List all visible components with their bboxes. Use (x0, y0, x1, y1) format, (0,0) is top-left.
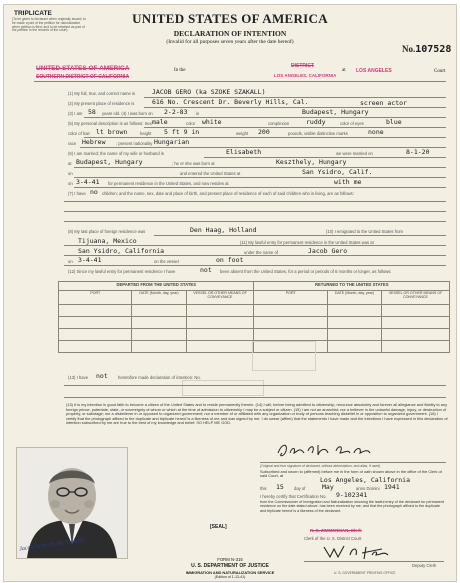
subscribed-day-value: 15 (276, 483, 284, 491)
spouse-residence-value: with me (334, 178, 362, 186)
at-label: at (342, 68, 346, 73)
subscribed-city-value: Los Angeles, California (320, 476, 411, 484)
declarant-signature-text: Jacob Gero (274, 460, 279, 461)
for-permanent-label: on (68, 181, 73, 186)
form-number: FORM N-315 (217, 557, 243, 562)
last-residence-value: Den Haag, Holland (190, 226, 257, 234)
departed-header: DEPARTED FROM THE UNITED STATES (59, 282, 254, 291)
birthplace-value: Budapest, Hungary (302, 108, 369, 116)
hair-label: color of hair (68, 131, 90, 136)
deputy-clerk-label: Deputy Clerk (412, 563, 437, 568)
faint-stamp-2 (182, 380, 264, 396)
declarant-signature-graphic (274, 439, 394, 461)
under-name-label: under the name of (244, 250, 278, 255)
declarant-photo (16, 447, 128, 559)
absence-text: been absent from the United States, for a period or periods of 6 months or longer, as follows: (220, 269, 392, 274)
eyes-label: color of eyes (340, 121, 364, 126)
color-value: white (202, 118, 222, 126)
faint-stamp-1 (252, 341, 316, 371)
department-name: U. S. DEPARTMENT OF JUSTICE (191, 563, 269, 569)
spouse-value: Elisabeth (226, 148, 262, 156)
vessel-label: on the vessel (154, 259, 179, 264)
cert-no-value: 9-102341 (336, 491, 368, 499)
subscribed-year-value: 1941 (384, 483, 400, 491)
clerk-signature-text: W. Farris (322, 560, 326, 561)
document-country-heading: UNITED STATES OF AMERICA (132, 11, 328, 26)
triplicate-note: (To be given to declarant when originally issued; to be made a part of the petition for naturalization when petition is filed; and to be retained as part of the petition in the records of the court) (12, 17, 86, 33)
photo-signature: Jacob Gero (Szöke Szakall) (18, 537, 86, 553)
clerk-struck-title: R. S. ZIMMERMAN, Clerk (310, 528, 362, 533)
triplicate-label: TRIPLICATE (14, 10, 52, 17)
hair-value: lt brown (96, 128, 128, 136)
field-1-label: (1) My full, true, and correct name is (68, 91, 136, 96)
field-7-label: (7) I have (68, 191, 86, 196)
on-label: on (68, 171, 73, 176)
permanent-residence-label: for permanent residence in the United States, and now resides at (108, 181, 229, 186)
court-location-stamp: LOS ANGELES, CALIFORNIA (274, 73, 337, 78)
race-label: race (68, 141, 77, 146)
occupation-value: screen actor (360, 99, 407, 107)
court-word: Court (434, 69, 446, 74)
col-date-departed: DATE (Month, day, year) (132, 291, 186, 305)
field-8-label: (8) My last place of foreign residence was (68, 229, 146, 234)
seal-label: [SEAL] (210, 524, 227, 530)
day-of-label: day of (294, 486, 306, 491)
on-arrival-label: on (68, 259, 73, 264)
edition-label: (Edition of 1-13-41) (214, 575, 246, 579)
children-text: children; and the name, sex, date and place of birth, and present place of residence of each of said children who is living, are as follows: (102, 191, 354, 196)
marks-label: pounds, visible distinctive marks (288, 131, 348, 136)
spouse-entry-value: San Ysidro, Calif. (302, 168, 373, 176)
emigrated-label: (10) I emigrated to the United States from (326, 229, 404, 234)
birth-date-value: 2-2-83 (164, 108, 188, 116)
in-label: in (196, 111, 200, 116)
complexion-value: ruddy (306, 118, 326, 126)
declaration-document (3, 4, 457, 582)
service-name: IMMIGRATION AND NATURALIZATION SERVICE (185, 570, 275, 575)
court-name-stamp: DISTRICT (291, 63, 315, 69)
arrival-place-value: San Ysidro, California (78, 247, 165, 255)
name-value: JACOB GERO (ka SZOKE SZAKALL) (152, 88, 266, 96)
returned-header: RETURNED TO THE UNITED STATES (254, 282, 450, 291)
spouse-entry-date-value: 3-4-41 (76, 178, 100, 186)
oath-paragraph: (13) It is my intention in good faith to become a citizen of the United States and to reside permanently therein. (14) I will, before being admitted to citizenship, renounce absolutely and forever all allegiance and fidelity to any foreign prince, potentate, state, or sovereignty of whom or which at the time of admission to citizenship I may be a subject or citizen. (15) I am not an anarchist; nor a believer in the unlawful damage, injury, or destruction of property, or sabotage; nor a disbeliever in or opposed to organized government; nor a member of or affiliated with any organization or body of persons teaching disbelief in or opposition to organized government. (16) I certify that the photograph affixed to the duplicate and triplicate hereof is a likeness of me and was signed by me. I do swear (affirm) that the statements I have made and the intentions I have expressed in this declaration of intention subscribed by me are true to the best of my knowledge and belief: SO HELP ME GOD. (66, 402, 448, 426)
field-6-label: (6) I am married; the name of my wife or husband is (68, 151, 164, 156)
years-old-label: years old. (4) I was born on (102, 111, 153, 116)
court-district-stamp: SOUTHERN DISTRICT OF CALIFORNIA (36, 74, 130, 80)
certify-label: I hereby certify that Certification No. (260, 494, 327, 499)
in-the-label: In the (174, 68, 186, 73)
col-date-returned: DATE (Month, day, year) (327, 291, 381, 305)
arrival-vessel-value: on foot (216, 256, 244, 264)
height-value: 5 ft 9 in (164, 128, 200, 136)
spouse-birth-value: Keszthely, Hungary (276, 158, 347, 166)
residence-value: 616 No. Crescent Dr. Beverly Hills, Cal. (152, 98, 309, 106)
subscribed-intro: Subscribed and sworn to (affirmed) before me in the form of oath shown above in the office of the Clerk of said Court, at (260, 469, 442, 479)
marriage-date-value: 8-1-20 (406, 148, 430, 156)
subscribed-month-value: May (322, 483, 334, 491)
this-label: this (260, 486, 267, 491)
signature-label: (Original and true signature of declarant, without abbreviation, and alias, if used) (260, 464, 381, 468)
prior-declaration-text: heretofore made declaration of intention: No. (118, 375, 201, 380)
entered-us-label: and entered the United States at (180, 171, 241, 176)
sex-value: male (152, 118, 168, 126)
complexion-label: complexion (268, 121, 290, 126)
anno-domini-label: anno Domini (356, 486, 380, 491)
marriage-place-value: Budapest, Hungary (76, 158, 143, 166)
born-at-label: ; he or she was born at (172, 161, 215, 166)
document-title: DECLARATION OF INTENTION (173, 29, 287, 38)
nationality-value: Hungarian (154, 138, 190, 146)
height-label: height (140, 131, 152, 136)
children-count-value: no (90, 188, 98, 196)
field-12-label: (12) Since my lawful entry for permanent residence I have (68, 269, 176, 274)
at-marriage-label: at (68, 161, 72, 166)
field-13-label: (13) I have (68, 375, 89, 380)
certify-tail: from the Commissioner of Immigration and Naturalization showing the lawful entry of the declarant for permanent residence on the date stated above, has been received by me, and that the photograph affixed to the duplicate and triplicate hereof is a likeness of the declarant. (260, 500, 445, 513)
race-value: Hebrew (82, 138, 106, 146)
clerk-label: Clerk of the U. S. District Court (304, 536, 362, 541)
weight-value: 200 (258, 128, 270, 136)
field-2-label: (2) My present place of residence is (68, 101, 135, 106)
col-vessel-departed: VESSEL OR OTHER MEANS OF CONVEYANCE (186, 291, 254, 305)
col-vessel-returned: VESSEL OR OTHER MEANS OF CONVEYANCE (381, 291, 449, 305)
number-value: 107528 (415, 44, 452, 55)
court-city-stamp: LOS ANGELES (356, 68, 392, 74)
marks-value: none (368, 128, 384, 136)
age-value: 58 (88, 108, 96, 116)
number-prefix: No. (402, 44, 416, 54)
printer-label: U. S. GOVERNMENT PRINTING OFFICE (334, 571, 396, 575)
arrival-date-value: 3-4-41 (78, 256, 102, 264)
arrival-name-value: Jacob Gero (308, 247, 348, 255)
validity-note: (Invalid for all purposes seven years after the date hereof) (166, 39, 294, 45)
lawful-entry-label: (11) My lawful entry for permanent residence in the United States was at (240, 240, 374, 245)
married-on-label: we were married on (336, 151, 373, 156)
weight-label: weight (236, 131, 249, 136)
field-5-label: (5) My personal description is as follows: Sex (68, 121, 152, 126)
emigration-from-value: Tijuana, Mexico (78, 237, 137, 245)
absence-count-value: not (200, 266, 212, 274)
col-port-returned: PORT (254, 291, 327, 305)
eyes-value: blue (386, 118, 402, 126)
declaration-number (402, 44, 451, 55)
prior-declaration-value: not (96, 372, 108, 380)
nationality-label: ; present nationality (116, 141, 153, 146)
color-label: color (186, 121, 196, 126)
col-port-departed: PORT (59, 291, 132, 305)
field-3-label: (3) I am (68, 111, 83, 116)
court-country-stamp: UNITED STATES OF AMERICA (36, 65, 130, 72)
